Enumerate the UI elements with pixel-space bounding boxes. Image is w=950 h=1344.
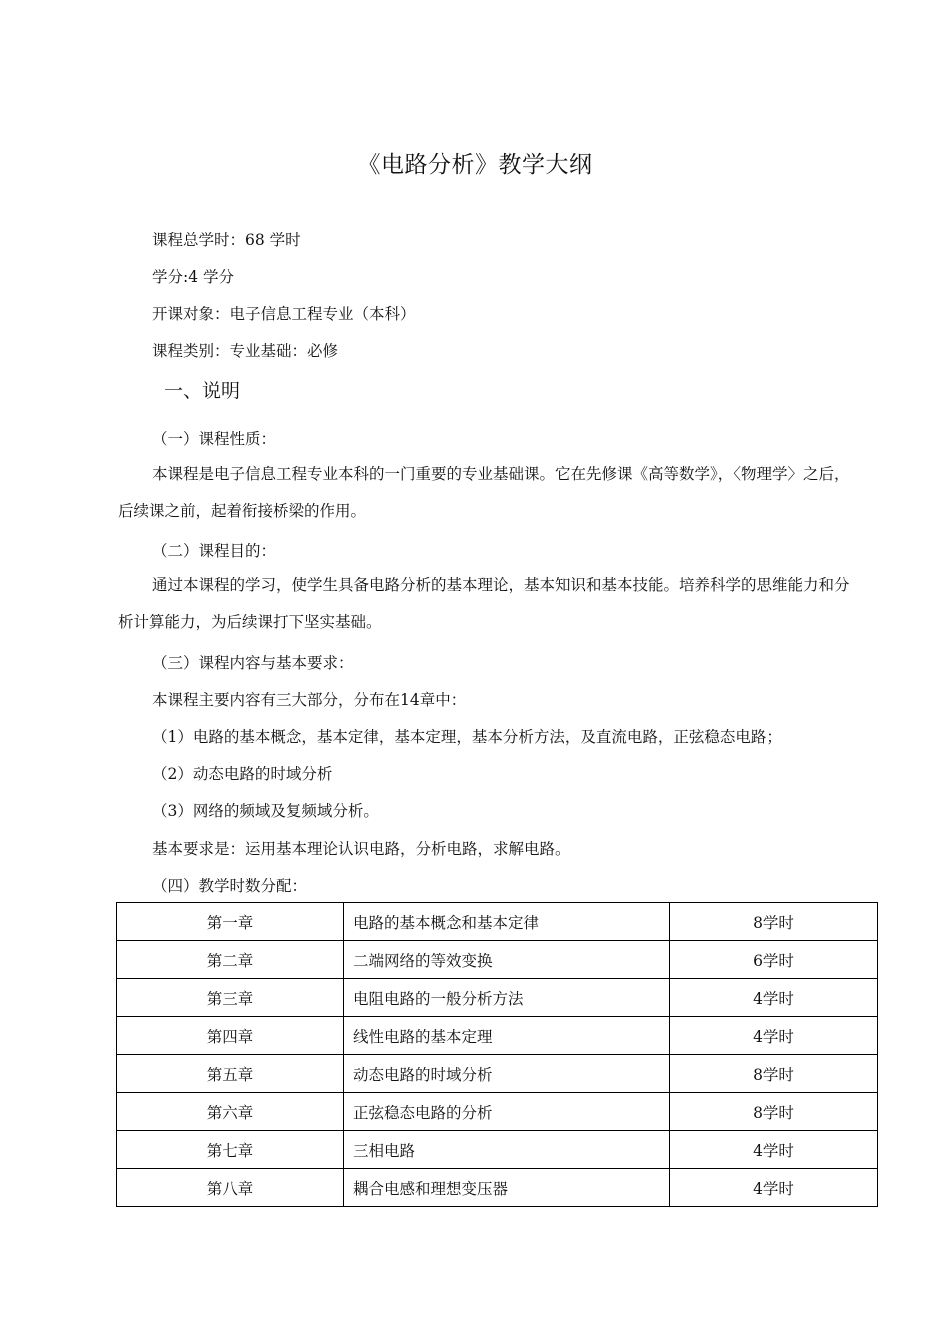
table-row [117,1131,878,1169]
purpose-heading: （二）课程目的： [152,542,277,560]
hours-cell: 4学时 [670,1017,878,1055]
hours-cell: 8学时 [670,1093,878,1131]
hours-cell: 8学时 [670,1055,878,1093]
total-hours-line: 课程总学时：68 学时 [152,231,301,249]
hours-heading: （四）教学时数分配： [152,877,308,895]
hours-cell: 4学时 [670,979,878,1017]
content-intro: 本课程主要内容有三大部分，分布在14章中： [152,691,467,709]
topic-cell: 电阻电路的一般分析方法 [344,979,670,1017]
hours-cell: 6学时 [670,941,878,979]
nature-heading: （一）课程性质： [152,430,277,448]
table-row [117,1169,878,1207]
page-title: 《电路分析》教学大纲 [357,152,593,178]
table-row [117,1093,878,1131]
audience-line: 开课对象：电子信息工程专业（本科） [152,305,416,323]
chapter-cell: 第五章 [117,1055,344,1093]
chapter-cell: 第七章 [117,1131,344,1169]
content-item: （2）动态电路的时域分析 [152,765,333,783]
nature-paragraph: 本课程是电子信息工程专业本科的一门重要的专业基础课。它在先修课《高等数学》，〈物理学〉之后，后续课之前，起着衔接桥梁的作用。 [118,465,850,520]
teaching-hours-table [116,902,878,1207]
chapter-cell: 第三章 [117,979,344,1017]
topic-cell: 线性电路的基本定理 [344,1017,670,1055]
section-heading-explanation: 一、说明 [164,380,241,402]
table-row [117,1017,878,1055]
chapter-cell: 第一章 [117,903,344,941]
chapter-cell: 第八章 [117,1169,344,1207]
topic-cell: 动态电路的时域分析 [344,1055,670,1093]
topic-cell: 二端网络的等效变换 [344,941,670,979]
chapter-cell: 第二章 [117,941,344,979]
credits-line: 学分:4 学分 [152,268,235,286]
content-heading: （三）课程内容与基本要求： [152,654,354,672]
category-line: 课程类别：专业基础：必修 [152,342,339,360]
content-item: （1）电路的基本概念，基本定律，基本定理，基本分析方法，及直流电路，正弦稳态电路； [152,728,782,746]
chapter-cell: 第四章 [117,1017,344,1055]
content-item: （3）网络的频域及复频域分析。 [152,802,379,820]
hours-cell: 4学时 [670,1169,878,1207]
hours-cell: 4学时 [670,1131,878,1169]
purpose-paragraph: 通过本课程的学习，使学生具备电路分析的基本理论，基本知识和基本技能。培养科学的思维能力和分析计算能力，为后续课打下坚实基础。 [118,576,850,631]
topic-cell: 正弦稳态电路的分析 [344,1093,670,1131]
topic-cell: 电路的基本概念和基本定律 [344,903,670,941]
table-row [117,903,878,941]
requirements-line: 基本要求是：运用基本理论认识电路，分析电路，求解电路。 [152,840,571,858]
topic-cell: 耦合电感和理想变压器 [344,1169,670,1207]
topic-cell: 三相电路 [344,1131,670,1169]
table-row [117,979,878,1017]
table-row [117,941,878,979]
hours-cell: 8学时 [670,903,878,941]
chapter-cell: 第六章 [117,1093,344,1131]
table-row [117,1055,878,1093]
